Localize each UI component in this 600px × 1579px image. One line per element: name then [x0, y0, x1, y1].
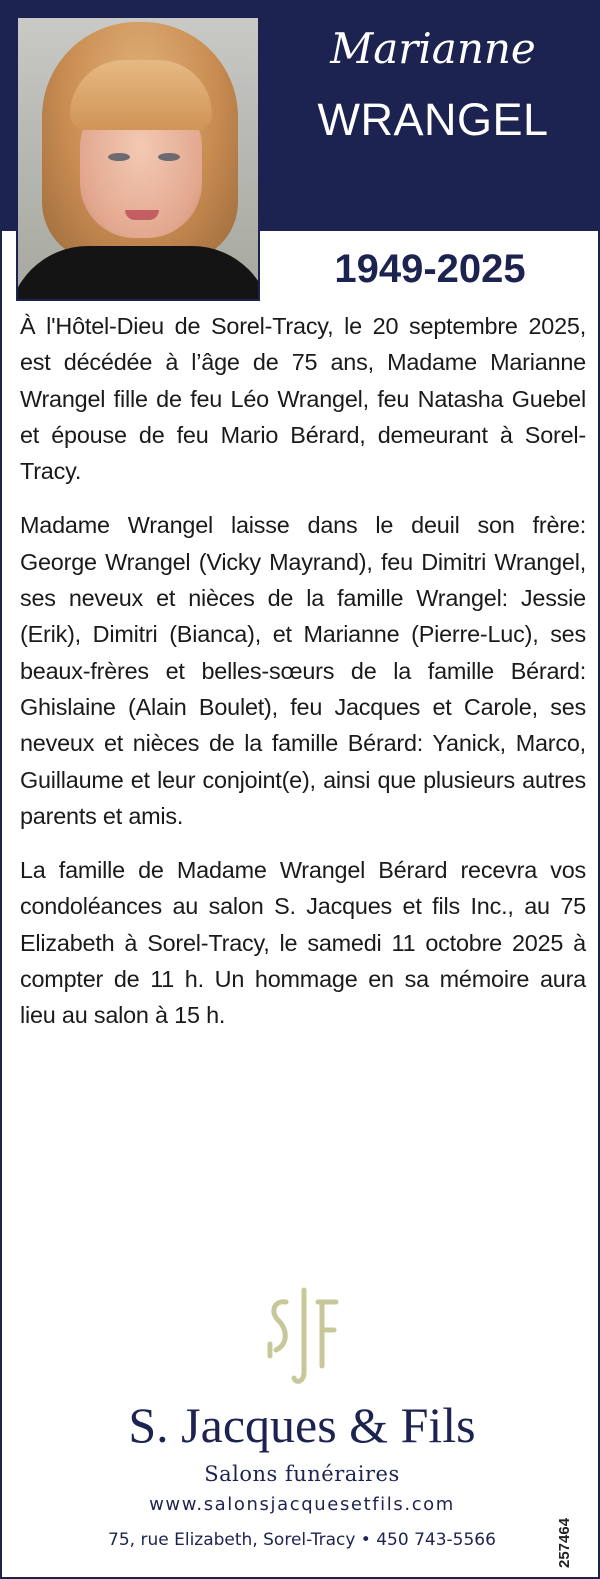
portrait-photo [16, 16, 260, 301]
photo-eye-right [158, 153, 180, 161]
obituary-text [20, 308, 586, 1052]
paragraph-death-notice: À l'Hôtel-Dieu de Sorel-Tracy, le 20 septembre 2025, est décédée à l’âge de 75 ans, Madame Marianne Wrangel fille de feu Léo Wrangel, feu Natasha Guebel et épouse de feu Mario Bérard, demeurant à Sorel-Tracy. [20, 313, 586, 485]
logo-letter-s [270, 1302, 286, 1356]
photo-shoulders [16, 246, 260, 301]
photo-bangs [70, 60, 212, 130]
company-website[interactable]: www.salonsjacquesetfils.com [149, 1494, 455, 1515]
last-name: WRANGEL [317, 94, 549, 145]
logo-letter-j [294, 1290, 304, 1381]
photo-eye-left [108, 153, 130, 161]
paragraph-survivors: Madame Wrangel laisse dans le deuil son frère: George Wrangel (Vicky Mayrand), feu Dimitri Wrangel, ses neveux et nièces de la famille Wrangel: Jessie (Erik), Dimitri (Bianca), et Marianne (Pierre-Luc), ses beaux-frères et belles-sœurs de la famille Bérard: Ghislaine (Alain Boulet), feu Jacques et Carole, ses neveux et nièces de la famille Bérard: Yanick, Marco, Guillaume et leur conjoint(e), ainsi que plusieurs autres parents et amis. [20, 512, 586, 829]
company-address: 75, rue Elizabeth, Sorel-Tracy • 450 743-5566 [108, 1530, 496, 1550]
logo-letter-f [318, 1302, 336, 1366]
photo-mouth [125, 210, 159, 220]
company-subtitle: Salons funéraires [204, 1462, 400, 1486]
first-name: Marianne [330, 24, 536, 73]
ad-number: 257464 [556, 1517, 573, 1568]
company-name: S. Jacques & Fils [128, 1397, 476, 1453]
life-years: 1949-2025 [334, 247, 526, 291]
sjf-monogram-logo [266, 1286, 342, 1390]
paragraph-visitation: La famille de Madame Wrangel Bérard recevra vos condoléances au salon S. Jacques et fils Inc., au 75 Elizabeth à Sorel-Tracy, le samedi 11 octobre 2025 à compter de 11 h. Un hommage en sa mémoire aura lieu au salon à 15 h. [20, 857, 586, 1029]
